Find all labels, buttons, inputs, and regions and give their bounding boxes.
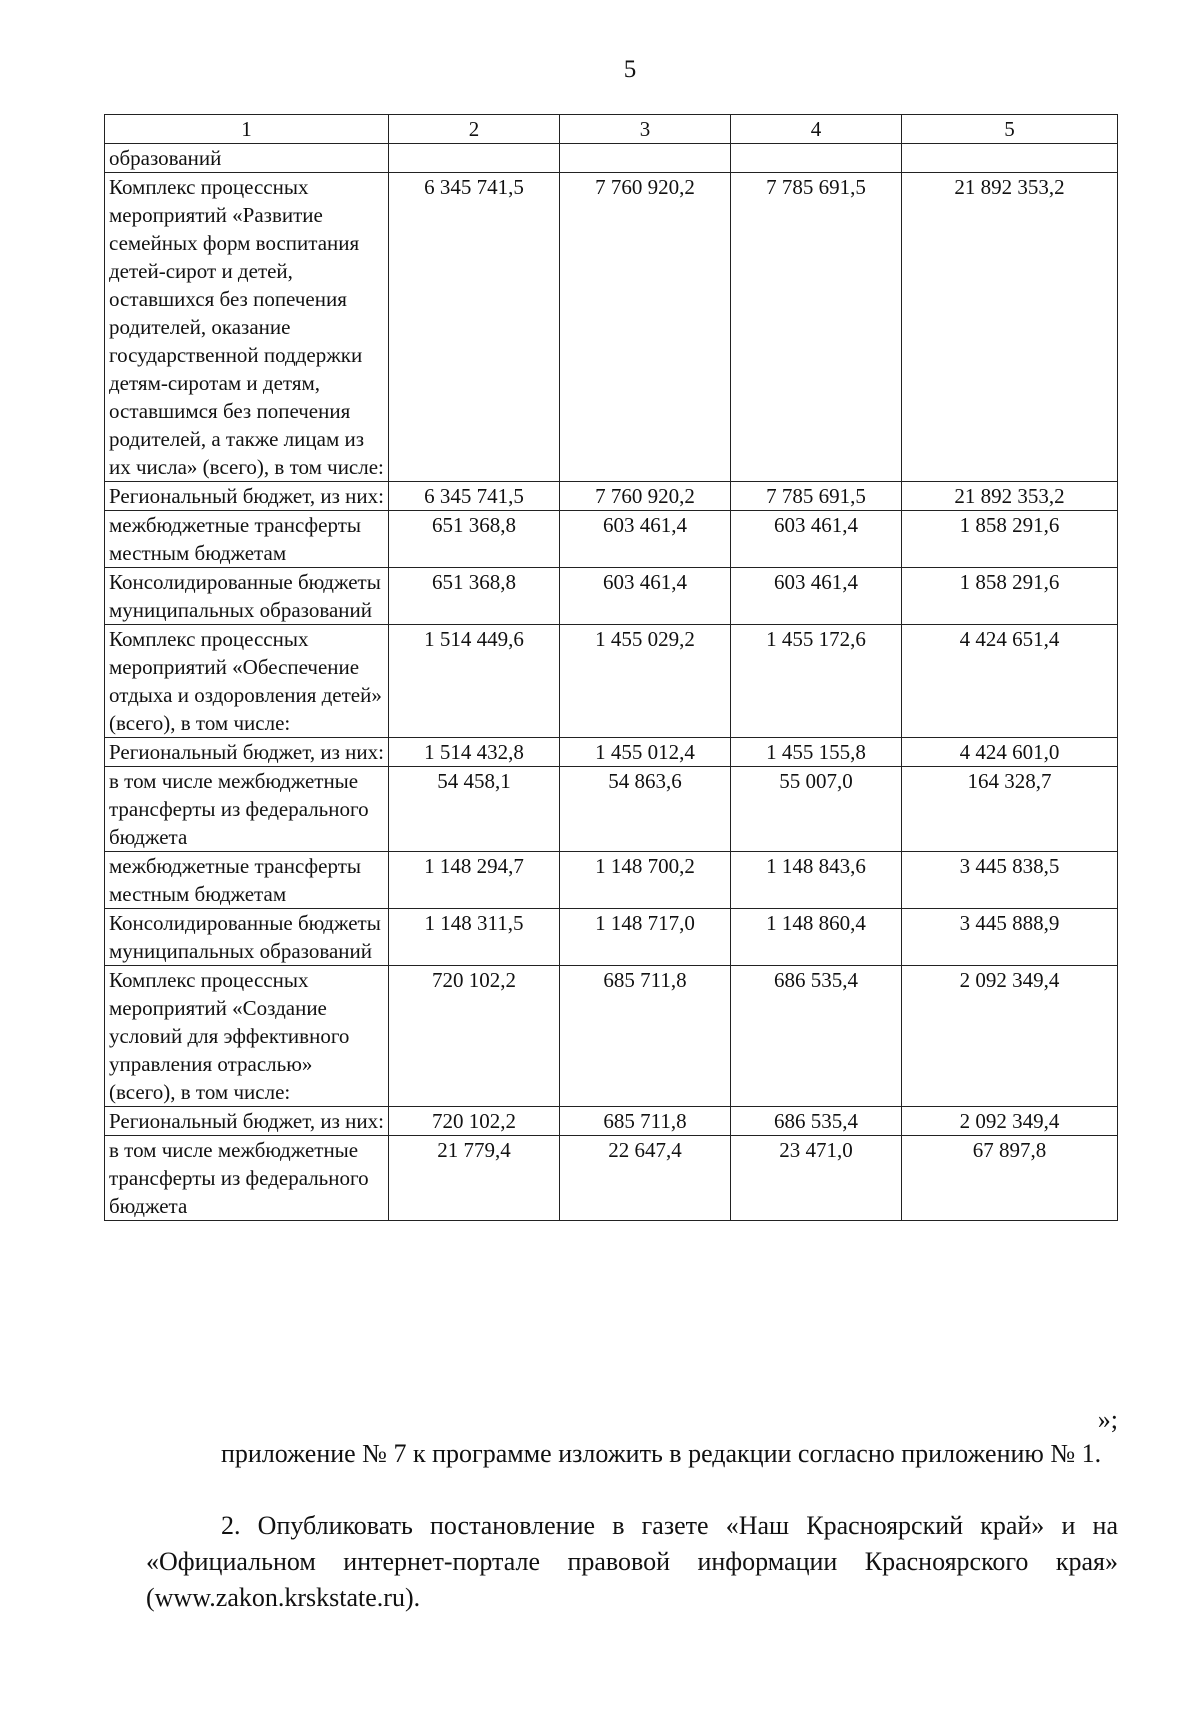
value-cell: 55 007,0 xyxy=(731,767,902,852)
value-cell: 54 458,1 xyxy=(389,767,560,852)
value-cell: 3 445 888,9 xyxy=(902,909,1118,966)
table-row xyxy=(105,909,1118,966)
value-cell: 67 897,8 xyxy=(902,1136,1118,1221)
value-cell: 4 424 601,0 xyxy=(902,738,1118,767)
row-label-cell: Консолидированные бюджеты муниципальных образований xyxy=(105,568,389,625)
table-row xyxy=(105,625,1118,738)
table-row xyxy=(105,144,1118,173)
value-cell: 2 092 349,4 xyxy=(902,966,1118,1107)
value-cell: 23 471,0 xyxy=(731,1136,902,1221)
value-cell: 686 535,4 xyxy=(731,1107,902,1136)
table-header-row xyxy=(105,115,1118,144)
value-cell: 6 345 741,5 xyxy=(389,173,560,482)
row-label-cell: Комплекс процессных мероприятий «Создание условий для эффективного управления отраслью» (всего), в том числе: xyxy=(105,966,389,1107)
table-row xyxy=(105,1136,1118,1221)
value-cell: 1 455 012,4 xyxy=(560,738,731,767)
table-row xyxy=(105,482,1118,511)
value-cell: 7 760 920,2 xyxy=(560,482,731,511)
value-cell: 1 148 311,5 xyxy=(389,909,560,966)
table-row xyxy=(105,173,1118,482)
row-label-cell: Консолидированные бюджеты муниципальных образований xyxy=(105,909,389,966)
row-label-cell: образований xyxy=(105,144,389,173)
value-cell: 21 779,4 xyxy=(389,1136,560,1221)
value-cell xyxy=(389,144,560,173)
table-row xyxy=(105,1107,1118,1136)
row-label-cell: в том числе межбюджетные трансферты из федерального бюджета xyxy=(105,1136,389,1221)
value-cell: 1 148 860,4 xyxy=(731,909,902,966)
column-header: 1 xyxy=(105,115,389,144)
value-cell: 164 328,7 xyxy=(902,767,1118,852)
value-cell: 1 148 843,6 xyxy=(731,852,902,909)
value-cell: 2 092 349,4 xyxy=(902,1107,1118,1136)
value-cell: 7 760 920,2 xyxy=(560,173,731,482)
value-cell: 651 368,8 xyxy=(389,568,560,625)
row-label-cell: межбюджетные трансферты местным бюджетам xyxy=(105,852,389,909)
value-cell: 7 785 691,5 xyxy=(731,482,902,511)
table-row xyxy=(105,852,1118,909)
page-number: 5 xyxy=(623,56,637,83)
row-label-cell: Региональный бюджет, из них: xyxy=(105,1107,389,1136)
row-label-cell: Комплекс процессных мероприятий «Обеспечение отдыха и оздоровления детей» (всего), в том числе: xyxy=(105,625,389,738)
value-cell: 720 102,2 xyxy=(389,966,560,1107)
value-cell: 1 514 432,8 xyxy=(389,738,560,767)
value-cell: 1 858 291,6 xyxy=(902,568,1118,625)
table-row xyxy=(105,738,1118,767)
value-cell: 603 461,4 xyxy=(731,568,902,625)
value-cell: 1 148 294,7 xyxy=(389,852,560,909)
value-cell xyxy=(902,144,1118,173)
table-row xyxy=(105,767,1118,852)
value-cell: 3 445 838,5 xyxy=(902,852,1118,909)
value-cell xyxy=(731,144,902,173)
value-cell: 720 102,2 xyxy=(389,1107,560,1136)
value-cell: 686 535,4 xyxy=(731,966,902,1107)
value-cell: 4 424 651,4 xyxy=(902,625,1118,738)
value-cell: 685 711,8 xyxy=(560,1107,731,1136)
value-cell: 21 892 353,2 xyxy=(902,173,1118,482)
value-cell: 21 892 353,2 xyxy=(902,482,1118,511)
value-cell: 6 345 741,5 xyxy=(389,482,560,511)
value-cell: 603 461,4 xyxy=(560,511,731,568)
value-cell: 1 455 155,8 xyxy=(731,738,902,767)
value-cell: 1 455 172,6 xyxy=(731,625,902,738)
value-cell: 7 785 691,5 xyxy=(731,173,902,482)
value-cell: 1 514 449,6 xyxy=(389,625,560,738)
value-cell: 1 455 029,2 xyxy=(560,625,731,738)
table-row xyxy=(105,568,1118,625)
value-cell: 685 711,8 xyxy=(560,966,731,1107)
value-cell: 651 368,8 xyxy=(389,511,560,568)
row-label-cell: Региональный бюджет, из них: xyxy=(105,738,389,767)
closing-quote-mark: »; xyxy=(1097,1405,1118,1434)
row-label-cell: межбюджетные трансферты местным бюджетам xyxy=(105,511,389,568)
value-cell: 603 461,4 xyxy=(731,511,902,568)
publication-paragraph: 2. Опубликовать постановление в газете «Наш Красноярский край» и на «Официальном интернет-портале правовой информации Красноярского края» (www.zakon.krskstate.ru). xyxy=(146,1511,1118,1612)
value-cell xyxy=(560,144,731,173)
budget-table xyxy=(104,114,1118,1221)
value-cell: 22 647,4 xyxy=(560,1136,731,1221)
row-label-cell: Комплекс процессных мероприятий «Развитие семейных форм воспитания детей-сирот и детей, оставшихся без попечения родителей, оказание государственной поддержки детям-сиротам и детям, оставшимся без попечения родителей, а также лицам из их числа» (всего), в том числе: xyxy=(105,173,389,482)
value-cell: 1 858 291,6 xyxy=(902,511,1118,568)
row-label-cell: в том числе межбюджетные трансферты из федерального бюджета xyxy=(105,767,389,852)
amendment-paragraph: приложение № 7 к программе изложить в редакции согласно приложению № 1. xyxy=(221,1439,1102,1468)
value-cell: 603 461,4 xyxy=(560,568,731,625)
value-cell: 54 863,6 xyxy=(560,767,731,852)
value-cell: 1 148 717,0 xyxy=(560,909,731,966)
column-header: 2 xyxy=(389,115,560,144)
table-row xyxy=(105,511,1118,568)
row-label-cell: Региональный бюджет, из них: xyxy=(105,482,389,511)
table-body xyxy=(105,144,1118,1221)
value-cell: 1 148 700,2 xyxy=(560,852,731,909)
table-row xyxy=(105,966,1118,1107)
column-header: 4 xyxy=(731,115,902,144)
column-header: 5 xyxy=(902,115,1118,144)
column-header: 3 xyxy=(560,115,731,144)
